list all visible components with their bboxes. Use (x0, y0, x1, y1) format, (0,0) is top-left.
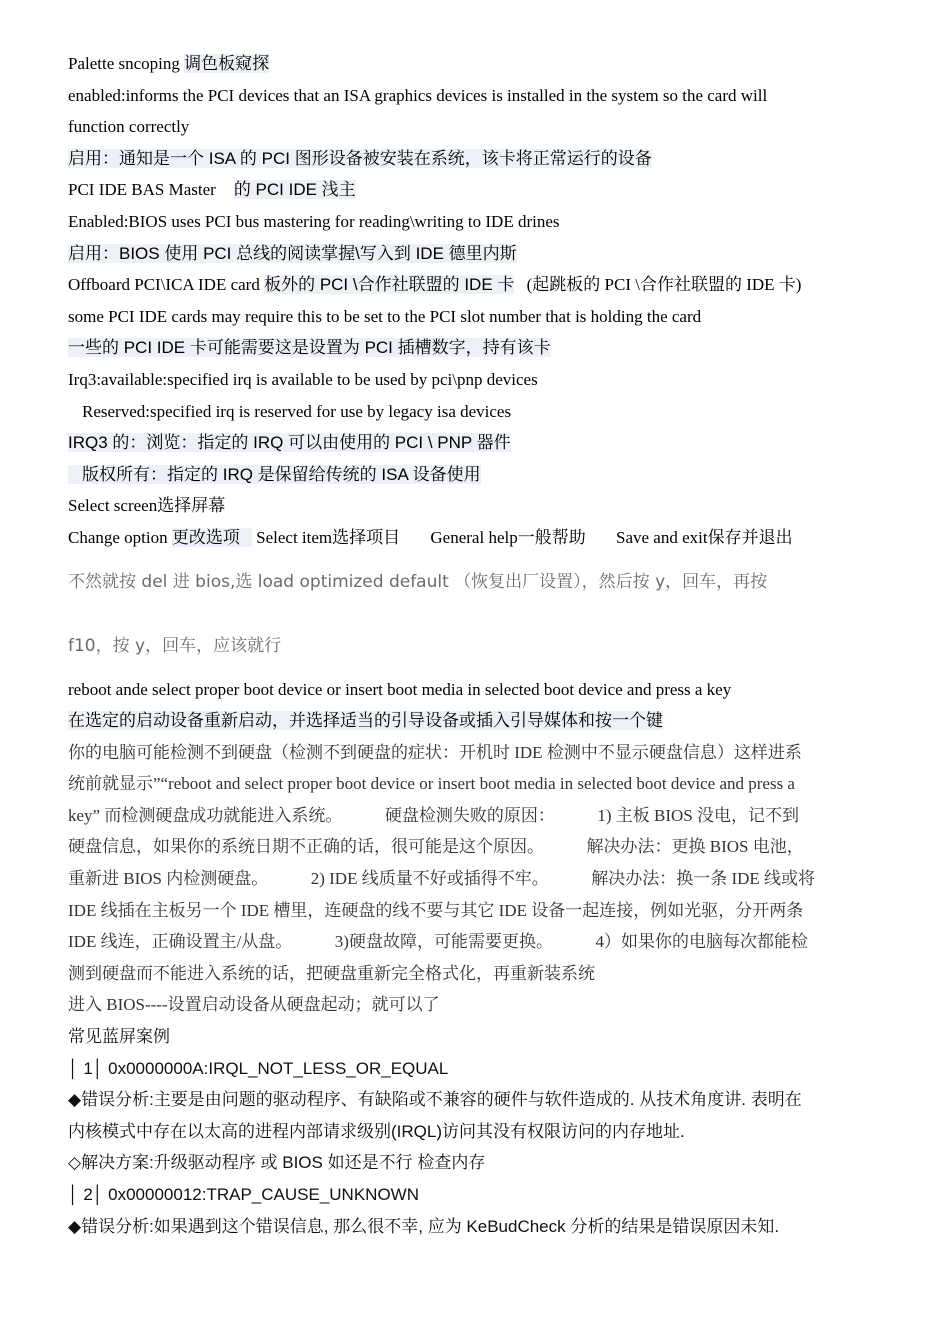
line-irq3-available: Irq3:available:specified irq is available to be used by pci\pnp devices (68, 369, 538, 389)
line-reserved: Reserved:specified irq is reserved for use by legacy isa devices (82, 401, 512, 421)
bsod-case-2-code: │ 2│ 0x00000012:TRAP_CAUSE_UNKNOWN (68, 1185, 419, 1204)
gray-line-load-defaults: 不然就按 del 进 bios,选 load optimized default （恢复出厂设置），然后按 y，回车，再按 (68, 571, 768, 592)
text-zh: 一些的 PCI IDE 卡可能需要这是设置为 PCI 插槽数字，持有该卡 (68, 338, 551, 358)
line-zh-enabled-notify (68, 143, 918, 175)
document-page (68, 48, 918, 1242)
text-zh: 的 PCI IDE 浅主 (233, 180, 356, 200)
text-zh: IRQ3 的：浏览：指定的 IRQ 可以由使用的 PCI \ PNP 器件 (68, 433, 511, 453)
save-exit-zh: 保存并退出 (707, 527, 793, 547)
text-en: Offboard PCI\ICA IDE card (68, 275, 260, 295)
line-some-pci-ide: some PCI IDE cards may require this to be set to the PCI slot number that is holding the card (68, 306, 702, 326)
text-en: Palette sncoping (68, 54, 180, 73)
change-option-en: Change option (68, 527, 168, 547)
paragraph-line-8: 测到硬盘而不能进入系统的话，把硬盘重新完全格式化，再重新装系统 (68, 963, 595, 983)
paragraph-line-6: IDE 线插在主板另一个 IDE 槽里，连硬盘的线不要与其它 IDE 设备一起连接，例如光驱，分开两条 (68, 900, 804, 920)
paragraph-line-2: 统前就显示”“reboot and select proper boot device or insert boot media in selected boot device and press a (68, 774, 795, 794)
select-item-en: Select item (256, 527, 333, 547)
select-item-zh: 选择项目 (332, 527, 401, 547)
paragraph-line-4: 硬盘信息，如果你的系统日期不正确的话，很可能是这个原因。 解决办法：更换 BIOS 电池， (68, 837, 804, 857)
text-en: PCI IDE BAS Master (68, 180, 216, 200)
text-paren: (起跳板的 PCI \合作社联盟的 IDE 卡) (526, 275, 802, 295)
bsod-case-1-solution: ◇解决方案:升级驱动程序 或 BIOS 如还是不行 检查内存 (68, 1153, 486, 1173)
bsod-case-1-analysis-1: ◆错误分析:主要是由问题的驱动程序、有缺陷或不兼容的硬件与软件造成的. 从技术角度讲. 表明在 (68, 1090, 802, 1110)
line-enabled-informs: enabled:informs the PCI devices that an ISA graphics devices is installed in the system so the card will (68, 85, 768, 105)
line-zh-reserved (68, 459, 918, 491)
line-palette-snooping (68, 48, 918, 80)
paragraph-line-1: 你的电脑可能检测不到硬盘（检测不到硬盘的症状：开机时 IDE 检测中不显示硬盘信息）这样进系 (68, 742, 802, 762)
section-heading-bsod: 常见蓝屏案例 (68, 1027, 170, 1047)
text-zh: 板外的 PCI \合作社联盟的 IDE 卡 (264, 275, 515, 295)
bsod-case-2-analysis: ◆错误分析:如果遇到这个错误信息, 那么很不幸, 应为 KeBudCheck 分析的结果是错误原因未知. (68, 1216, 780, 1236)
general-help-zh: 一般帮助 (517, 527, 586, 547)
text-zh: 启用：BIOS 使用 PCI 总线的阅读掌握\写入到 IDE 德里内斯 (68, 243, 517, 263)
line-zh-some-pci-ide (68, 332, 918, 364)
save-exit-en: Save and exit (615, 527, 708, 547)
text-zh: 启用：通知是一个 ISA 的 PCI 图形设备被安装在系统，该卡将正常运行的设备 (68, 148, 652, 168)
paragraph-line-7: IDE 线连，正确设置主/从盘。 3)硬盘故障，可能需要更换。 4）如果你的电脑每次都能检 (68, 932, 808, 952)
paragraph-line-9: 进入 BIOS----设置启动设备从硬盘起动；就可以了 (68, 995, 440, 1015)
text-zh: 在选定的启动设备重新启动，并选择适当的引导设备或插入引导媒体和按一个键 (68, 711, 663, 731)
text-zh: 调色板窥探 (184, 54, 270, 73)
bsod-case-1-code: │ 1│ 0x0000000A:IRQL_NOT_LESS_OR_EQUAL (68, 1058, 449, 1078)
paragraph-line-3: key” 而检测硬盘成功就能进入系统。 硬盘检测失败的原因： 1) 主板 BIOS 没电，记不到 (68, 805, 799, 825)
gray-line-f10: f10，按 y，回车，应该就行 (68, 635, 282, 656)
general-help-en: General help (430, 527, 518, 547)
line-zh-bios-bus (68, 238, 918, 270)
line-reboot-select: reboot ande select proper boot device or insert boot media in selected boot device and press a key (68, 679, 732, 699)
line-pci-ide-bus-master (68, 174, 918, 206)
text-zh: 选择屏幕 (157, 496, 226, 516)
text-zh: 版权所有：指定的 IRQ 是保留给传统的 ISA 设备使用 (68, 465, 481, 484)
line-zh-irq3 (68, 427, 918, 459)
line-key-help (68, 522, 918, 554)
paragraph-line-5: 重新进 BIOS 内检测硬盘。 2) IDE 线质量不好或插得不牢。 解决办法：换一条 IDE 线或将 (68, 869, 816, 889)
bsod-case-1-analysis-2: 内核模式中存在以太高的进程内部请求级别(IRQL)访问其没有权限访问的内存地址. (68, 1121, 685, 1141)
line-zh-reboot (68, 705, 918, 737)
text-en: Select screen (68, 496, 158, 516)
line-select-screen (68, 490, 918, 522)
line-offboard-card (68, 269, 918, 301)
line-function-correctly: function correctly (68, 117, 190, 137)
change-option-zh: 更改选项 (172, 528, 252, 547)
line-enabled-bios-bus: Enabled:BIOS uses PCI bus mastering for reading\writing to IDE drines (68, 211, 560, 231)
